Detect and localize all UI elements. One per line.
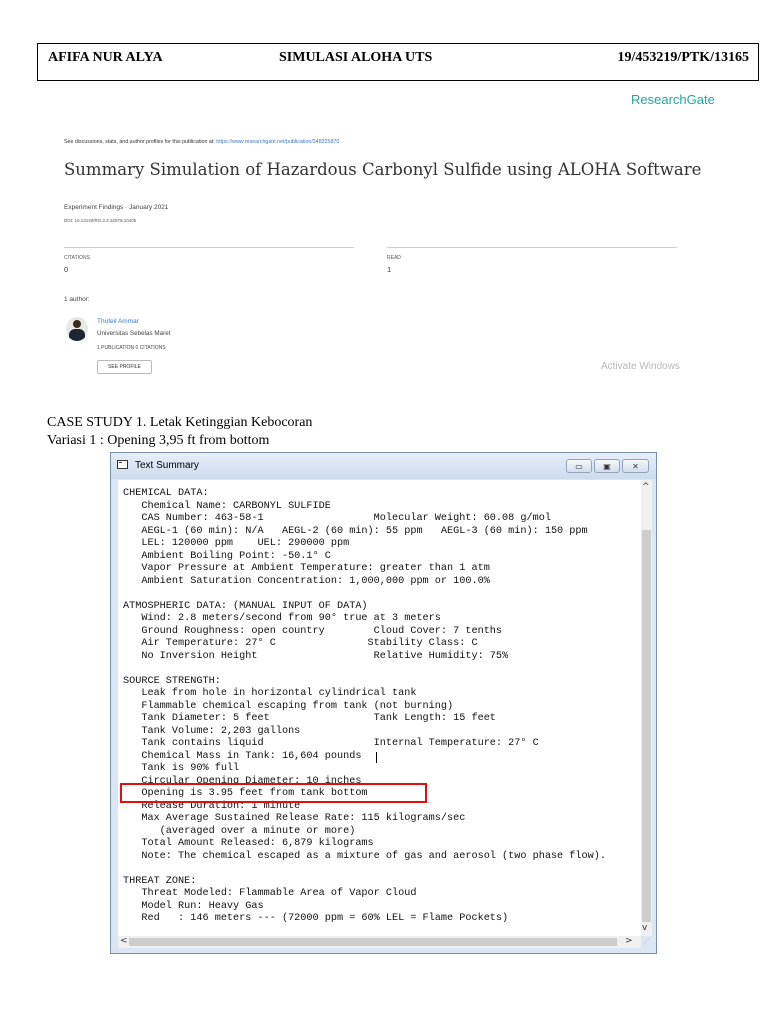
close-button[interactable]: ✕	[622, 459, 649, 473]
scroll-left-icon[interactable]: <	[120, 936, 128, 946]
summary-text: CHEMICAL DATA: Chemical Name: CARBONYL SULFIDE CAS Number: 463-58-1 Molecular Weight: 60.08 g/mol AEGL-1 (60 min): N/A AEGL-2 (60 min): 55 ppm AEGL-3 (60 min): 150 ppm LEL: 120000 ppm UEL: 290000 ppm Ambient Boiling Point: -50.1° C Vapor Pressure at Ambient Temperature: greater than 1 atm Ambient Saturation Concentration: 1,000,000 ppm or 100.0% ATMOSPHERIC DATA: (MANUAL INPUT OF DATA) Wind: 2.8 meters/second from 90° true at 3 meters Ground Roughness: open country Cloud Cover: 7 tenths Air Temperature: 27° C Stability Class: C No Inversion Height Relative Humidity: 75% SOURCE STRENGTH: Leak from hole in horizontal cylindrical tank Flammable chemical escaping from tank (not burning) Tank Diameter: 5 feet Tank Length: 15 feet Tank Volume: 2,203 gallons Tank contains liquid Internal Temperature: 27° C Chemical Mass in Tank: 16,604 pounds Tank is 90% full Circular Opening Diameter: 10 inches Opening is 3.95 feet from tank bottom Release Duration: 1 minute Max Average Sustained Release Rate: 115 kilograms/sec (averaged over a minute or more) Total Amount Released: 6,879 kilograms Note: The chemical escaped as a mixture of gas and aerosol (two phase flow). THREAT ZONE: Threat Modeled: Flammable Area of Vapor Cloud Model Run: Heavy Gas Red : 146 meters --- (72000 ppm = 60% LEL = Flame Pockets)	[123, 488, 606, 924]
text-summary-window	[110, 452, 657, 954]
case-study-heading: CASE STUDY 1. Letak Ketinggian Kebocoran	[47, 415, 313, 430]
authors-label: 1 author:	[64, 296, 90, 303]
resize-grip-icon[interactable]: ⋰	[643, 938, 649, 945]
author-name-header: AFIFA NUR ALYA	[48, 50, 163, 65]
scroll-down-icon[interactable]: v	[642, 923, 648, 933]
author-stats: 1 PUBLICATION 0 CITATIONS	[97, 345, 166, 351]
discussion-line	[64, 139, 339, 145]
researchgate-logo: ResearchGate	[631, 92, 715, 107]
horizontal-scrollbar[interactable]	[118, 936, 641, 948]
vertical-scrollbar[interactable]	[641, 480, 652, 936]
see-profile-button[interactable]: SEE PROFILE	[97, 360, 152, 374]
citations-value: 0	[64, 265, 69, 274]
header-table	[37, 43, 759, 81]
window-app-icon	[117, 460, 128, 469]
minimize-button[interactable]: ▭	[566, 459, 592, 473]
student-id: 19/453219/PTK/13165	[617, 50, 749, 65]
reads-label: READ	[387, 255, 401, 261]
highlight-box	[120, 783, 427, 803]
doi: DOI: 10.13140/RG.2.2.32975.10405	[64, 218, 137, 223]
publication-type-date: Experiment Findings · January 2021	[64, 204, 169, 211]
divider	[64, 247, 354, 248]
variation-label: Variasi 1 : Opening 3,95 ft from bottom	[47, 433, 270, 448]
activate-windows-watermark: Activate Windows	[601, 361, 680, 372]
author-link[interactable]: Thufeil Ammar	[97, 318, 139, 325]
window-title: Text Summary	[135, 460, 199, 471]
maximize-button[interactable]: ▣	[594, 459, 620, 473]
assignment-title: SIMULASI ALOHA UTS	[279, 50, 433, 65]
author-institution: Universitas Sebelas Maret	[97, 330, 171, 337]
text-cursor	[376, 752, 377, 763]
window-titlebar[interactable]	[111, 453, 656, 479]
scroll-up-icon[interactable]: ^	[642, 482, 650, 492]
divider	[387, 247, 677, 248]
publication-link[interactable]: https://www.researchgate.net/publication/348325870	[216, 139, 340, 145]
paper-title: Summary Simulation of Hazardous Carbonyl Sulfide using ALOHA Software	[64, 160, 702, 179]
horizontal-scroll-thumb[interactable]	[129, 938, 617, 946]
reads-value: 1	[387, 265, 392, 274]
discussion-prefix: See discussions, stats, and author profiles for this publication at:	[64, 139, 217, 145]
vertical-scroll-thumb[interactable]	[642, 530, 651, 922]
citations-label: CITATIONS	[64, 255, 90, 261]
text-summary-content[interactable]	[118, 480, 650, 936]
avatar	[66, 317, 88, 341]
scroll-right-icon[interactable]: >	[625, 936, 633, 946]
